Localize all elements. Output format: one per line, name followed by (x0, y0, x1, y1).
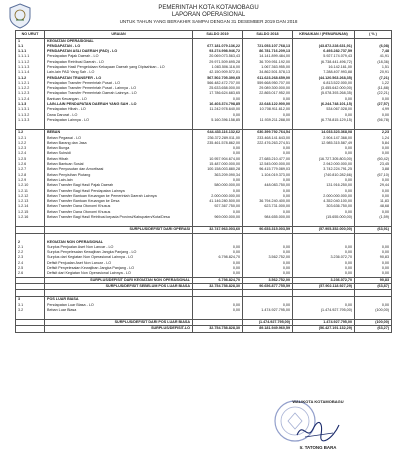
row-label: Surplus Penjualan Aset Non Lancar - LO (45, 245, 193, 250)
percent-cell: (7,21) (355, 76, 392, 81)
kenaikan-cell: (6.244.748.101,15) (293, 102, 355, 107)
row-label: Beban Lain-lain (45, 178, 193, 183)
saldo-2018-cell: 34.862.501.578,13 (243, 70, 293, 75)
saldo-2019-cell: 20.069.073.563,43 (193, 54, 243, 59)
signatory-title: WALIKOTA KOTAMOBAGU (292, 399, 344, 404)
col-header-saldo-2018: SALDO 2018 (243, 31, 293, 39)
percent-cell: 4,99 (355, 107, 392, 112)
saldo-2018-cell: 559.668.950.707,00 (243, 81, 293, 86)
saldo-2018-cell: 3.562.752,00 (243, 277, 293, 283)
row-number: 3.2 (16, 308, 45, 313)
saldo-2018-cell: 11.939.211.288,00 (243, 118, 293, 123)
row-label: Surplus Penyelesaian Kewajiban Jangka Panjang - LO (45, 250, 193, 255)
kenaikan-cell: (57.902.118.927,29) (293, 283, 355, 289)
percent-cell: 0,00 (355, 189, 392, 194)
saldo-2019-cell: 0,00 (193, 189, 243, 194)
row-number (16, 290, 45, 297)
row-label: Beban Penyusutan dan Amortisasi (45, 167, 193, 172)
kenaikan-cell: (16.727.305.803,00) (293, 157, 355, 162)
saldo-2018-cell: 14.141.899.484,00 (243, 54, 293, 59)
kenaikan-cell: 0,00 (293, 189, 355, 194)
saldo-2018-cell: 0,00 (243, 189, 293, 194)
row-number: 2.1 (16, 245, 45, 250)
row-label: Pendapatan Pajak Daerah - LO (45, 54, 193, 59)
percent-cell: 0,00 (355, 245, 392, 250)
saldo-2018-cell: 233.468.141.643,00 (243, 136, 293, 141)
saldo-2018-cell: 3.562.752,00 (243, 255, 293, 260)
row-label: Pendapatan Transfer Pemerintah Daerah Lainnya - LO (45, 91, 193, 96)
saldo-2019-cell: 100.158.003.880,28 (193, 167, 243, 172)
percent-cell: 0,00 (355, 97, 392, 102)
row-number: 1.1.3.3 (16, 118, 45, 123)
row-number: 1.2.10 (16, 183, 45, 188)
row-label: BEBAN (45, 130, 193, 136)
row-number: 1.1.3 (16, 102, 45, 107)
saldo-2019-cell: 0,00 (193, 210, 243, 215)
row-label: Beban Transfer Bantuan Keuangan ke Pemerintah Daerah Lainnya (45, 194, 193, 199)
kenaikan-cell (293, 290, 355, 297)
row-number: 1 (16, 38, 45, 44)
saldo-2018-cell: 721.053.107.768,13 (243, 44, 293, 49)
row-label: PENDAPATAN TRANSFER - LO (45, 76, 193, 81)
row-label: Beban Transfer Dana Otonomi Khusus (45, 204, 193, 209)
saldo-2018-cell: 90.656.877.755,59 (243, 283, 293, 289)
saldo-2018-cell: 89.181.949.960,59 (243, 326, 293, 332)
saldo-2019-cell: 969.000.000,00 (193, 215, 243, 220)
row-label: Beban Transfer Bagi Hasil Pajak Daerah (45, 183, 193, 188)
col-header-percent: ( % ) (355, 31, 392, 39)
percent-cell: 0,00 (355, 151, 392, 156)
row-number: 2.2 (16, 250, 45, 255)
row-number: 1.2.1 (16, 136, 45, 141)
kenaikan-cell: 2.904.147.368,00 (293, 136, 355, 141)
row-number: 1.1.1.1 (16, 54, 45, 59)
percent-cell: 0,00 (355, 210, 392, 215)
saldo-2018-cell: 22.648.122.900,00 (243, 102, 293, 107)
row-number: 1.1.3.1 (16, 107, 45, 112)
saldo-2019-cell: 0,00 (193, 303, 243, 308)
kenaikan-cell: 5.927.174.079,43 (293, 54, 355, 59)
saldo-2019-cell: 0,00 (193, 97, 243, 102)
percent-cell: 20,91 (355, 70, 392, 75)
row-label: SURPLUS/DEFISIT DARI KEGIATAN NON OPERASIONAL (45, 277, 193, 283)
saldo-2018-cell: 1.067.363.955,00 (243, 65, 293, 70)
row-number: 2.3 (16, 255, 45, 260)
row-label: Defisit dari Kegiatan Non Operasional Lainnya - LO (45, 271, 193, 277)
saldo-2018-cell: 984.655.000,00 (243, 215, 293, 220)
saldo-2019-cell: 0,00 (193, 308, 243, 313)
row-number: 2.6 (16, 271, 45, 277)
kenaikan-cell: (56.427.191.132,29) (293, 326, 355, 332)
kenaikan-cell: 3.236.072,70 (293, 277, 355, 283)
saldo-2019-cell: 677.181.079.136,22 (193, 44, 243, 49)
row-number: 1.1.2.1 (16, 81, 45, 86)
percent-cell: 0,00 (355, 271, 392, 277)
kenaikan-cell: 0,00 (293, 146, 355, 151)
percent-cell: 1,24 (355, 136, 392, 141)
kenaikan-cell: 7.288.407.993,88 (293, 70, 355, 75)
percent-cell: (67,10) (355, 173, 392, 178)
kenaikan-cell: (57.905.352.000,00) (293, 227, 355, 233)
row-number: 1.2.2 (16, 141, 45, 146)
kenaikan-cell: 6.493.282.737,59 (293, 49, 355, 54)
saldo-2019-cell: 11.242.978.640,00 (193, 107, 243, 112)
kenaikan-cell: 3.742.224.791,25 (293, 167, 355, 172)
saldo-2018-cell: 222.476.263.274,51 (243, 141, 293, 146)
saldo-2019-cell: 0,00 (193, 146, 243, 151)
signatory-name: Ir. TATONG BARA (299, 445, 337, 450)
saldo-2018-cell: 1.104.019.373,00 (243, 173, 293, 178)
saldo-2019-cell: 235.461.578.862,00 (193, 141, 243, 146)
saldo-2018-cell: 630.399.792.764,54 (243, 130, 293, 136)
percent-cell: (100,00) (355, 320, 392, 326)
saldo-2019-cell: 0,00 (193, 266, 243, 271)
saldo-2018-cell: 29.089.300.000,00 (243, 86, 293, 91)
saldo-2019-cell: 0,00 (193, 261, 243, 266)
kenaikan-cell: (43.872.228.631,91) (293, 44, 355, 49)
kenaikan-cell: 1.474.927.795,00 (293, 320, 355, 326)
col-header-kenaikan: KENAIKAN / (PENURUNAN) (293, 31, 355, 39)
saldo-2019-cell: 0,00 (193, 151, 243, 156)
row-number: 1.2 (16, 130, 45, 136)
kenaikan-cell: 4.352.040.100,00 (293, 199, 355, 204)
percent-cell: 5,84 (355, 141, 392, 146)
saldo-2019-cell: 32.747.963.003,60 (193, 227, 243, 233)
saldo-2018-cell: 90.653.315.003,59 (243, 227, 293, 233)
saldo-2019-cell: 25.633.658.000,00 (193, 86, 243, 91)
saldo-2018-cell: 0,00 (243, 261, 293, 266)
percent-cell: 48,68 (355, 204, 392, 209)
percent-cell: (11,88) (355, 86, 392, 91)
kenaikan-cell: 131.916.250,00 (293, 183, 355, 188)
percent-cell: 0,00 (355, 146, 392, 151)
saldo-2018-cell: 22.865.017.952,00 (243, 91, 293, 96)
report-title: LAPORAN OPERASIONAL (171, 12, 246, 18)
kenaikan-cell: 3.236.072,70 (293, 255, 355, 260)
signature-block (263, 399, 373, 450)
kenaikan-cell: 0,00 (293, 250, 355, 255)
row-label: Beban Transfer Bagi Hasil Retribusi kepada Provinsi/Kabupaten/Kota/Desa (45, 215, 193, 220)
kenaikan-cell: (1.474.927.795,00) (293, 308, 355, 313)
kenaikan-cell: 303.636.750,00 (293, 204, 355, 209)
table-header-row (16, 31, 392, 39)
row-number: 1.2.9 (16, 178, 45, 183)
kenaikan-cell: 12.985.315.587,49 (293, 141, 355, 146)
saldo-2019-cell: 32.754.758.828,30 (193, 283, 243, 289)
percent-cell: 0,00 (355, 113, 392, 118)
percent-cell: 90,83 (355, 255, 392, 260)
row-number: 1.2.7 (16, 167, 45, 172)
saldo-2019-cell: 0,00 (193, 178, 243, 183)
row-number: 1.1.2.2 (16, 86, 45, 91)
saldo-2018-cell: 623.731.000,00 (243, 204, 293, 209)
kenaikan-cell: (740.810.282,66) (293, 173, 355, 178)
saldo-2019-cell: 0,00 (193, 250, 243, 255)
kenaikan-cell: 2.000.000.000,00 (293, 194, 355, 199)
saldo-2018-cell: 0,00 (243, 303, 293, 308)
saldo-2019-cell: 0,00 (193, 245, 243, 250)
row-number: 1.2.15 (16, 210, 45, 215)
row-number: 1.1.2.3 (16, 91, 45, 96)
kenaikan-cell: 0,00 (293, 266, 355, 271)
report-period: UNTUK TAHUN YANG BERAKHIR SAMPAI DENGAN 31 DESEMBER 2019 DAN 2018 (119, 19, 298, 24)
row-number: 1.1.1.4 (16, 70, 45, 75)
kenaikan-cell: 534.067.028,00 (293, 107, 355, 112)
row-number: 3 (16, 297, 45, 303)
percent-cell: 29,44 (355, 183, 392, 188)
row-number: 1.2.13 (16, 199, 45, 204)
saldo-2018-cell: 27.685.210.477,00 (243, 157, 293, 162)
percent-cell: 2,23 (355, 130, 392, 136)
saldo-2019-cell: 567.502.705.390,65 (193, 76, 243, 81)
saldo-2019-cell: 5.160.396.158,85 (193, 118, 243, 123)
saldo-2018-cell: 0,00 (243, 266, 293, 271)
saldo-2018-cell: 0,00 (243, 271, 293, 277)
saldo-2019-cell: 0,00 (193, 271, 243, 277)
row-label: Dana Darurat - LO (45, 113, 193, 118)
percent-cell: 11,83 (355, 199, 392, 204)
row-label: KEGIATAN NON OPERASIONAL (45, 240, 193, 245)
saldo-2018-cell: 10.708.911.612,00 (243, 107, 293, 112)
row-label: SURPLUS/DEFISIT-LO (45, 326, 193, 332)
kenaikan-cell: (6.778.815.129,15) (293, 118, 355, 123)
saldo-2019-cell: 2.000.000.000,00 (193, 194, 243, 199)
row-label: Beban Penyisihan Piutang (45, 173, 193, 178)
government-name: PEMERINTAH KOTA KOTAMOBAGU (158, 5, 259, 11)
row-label: Pendapatan Hibah - LO (45, 107, 193, 112)
kenaikan-cell: 0,00 (293, 303, 355, 308)
kenaikan-cell: (3.455.642.000,00) (293, 86, 355, 91)
row-label: Beban Barang dan Jasa (45, 141, 193, 146)
row-number: 1.1.1.2 (16, 60, 45, 65)
row-label: Defisit Penyelesaian Kewajiban Jangka Panjang - LO (45, 266, 193, 271)
row-label: Beban Pegawai - LO (45, 136, 193, 141)
col-header-no: NO URUT (16, 31, 45, 39)
row-number: 1.2.8 (16, 173, 45, 178)
kenaikan-cell: 0,00 (293, 245, 355, 250)
row-number (16, 326, 45, 332)
percent-cell (355, 290, 392, 297)
saldo-2018-cell: 0,00 (243, 194, 293, 199)
col-header-uraian: URAIAN (45, 31, 193, 39)
row-number: 1.2.12 (16, 194, 45, 199)
saldo-2018-cell: (1.474.927.795,00) (243, 320, 293, 326)
row-label: Beban Bantuan Sosial (45, 162, 193, 167)
saldo-2018-cell: 86.781.716.209,13 (243, 49, 293, 54)
saldo-2019-cell: 41.146.280.500,00 (193, 199, 243, 204)
row-number: 1.2.3 (16, 146, 45, 151)
kenaikan-cell: 14.033.323.368,08 (293, 130, 355, 136)
col-header-saldo-2019: SALDO 2019 (193, 31, 243, 39)
saldo-2018-cell: 96.415.779.089,03 (243, 167, 293, 172)
percent-cell: 1,51 (355, 65, 392, 70)
percent-cell: 0,00 (355, 261, 392, 266)
row-number: 1.2.5 (16, 157, 45, 162)
percent-cell: (63,91) (355, 227, 392, 233)
row-number: 1.1 (16, 44, 45, 49)
percent-cell: 41,91 (355, 54, 392, 59)
row-label: LAIN-LAIN PENDAPATAN DAERAH YANG SAH - LO (45, 102, 193, 107)
kenaikan-cell: 0,00 (293, 178, 355, 183)
saldo-2019-cell: 363.209.090,34 (193, 173, 243, 178)
saldo-2019-cell: 93.274.998.946,72 (193, 49, 243, 54)
row-label: Pendapatan Retribusi Daerah - LO (45, 60, 193, 65)
kenaikan-cell: 0,00 (293, 151, 355, 156)
kenaikan-cell: 2.942.000.000,00 (293, 162, 355, 167)
row-label: Beban Transfer Dana Otonomi Khusus (45, 210, 193, 215)
saldo-2018-cell: 0,00 (243, 250, 293, 255)
row-label: Beban Hibah (45, 157, 193, 162)
kenaikan-cell: 16.142.161,00 (293, 65, 355, 70)
kenaikan-cell: 0,00 (293, 271, 355, 277)
saldo-2018-cell: 0,00 (243, 245, 293, 250)
row-label: Pendapatan Transfer Pemerintah Pusat - Lainnya - LO (45, 86, 193, 91)
saldo-2019-cell: 16.403.374.798,85 (193, 102, 243, 107)
row-number: 1.1.2 (16, 76, 45, 81)
row-number: 1.2.4 (16, 151, 45, 156)
row-label (45, 290, 193, 297)
percent-cell: (22,21) (355, 91, 392, 96)
row-label: Pendapatan Luar Biasa - LO (45, 303, 193, 308)
row-label: SURPLUS/DEFISIT SEBELUM POS LUAR BIASA (45, 283, 193, 289)
saldo-2019-cell: 6.798.824,70 (193, 277, 243, 283)
saldo-2019-cell: 0,00 (193, 113, 243, 118)
kenaikan-cell: (44.120.563.268,35) (293, 76, 355, 81)
row-label: Beban Transfer Bagi Hasil Pendapatan Lainnya (45, 189, 193, 194)
kenaikan-cell: 6.813.522.000,00 (293, 81, 355, 86)
saldo-2018-cell: 1.474.927.795,00 (243, 308, 293, 313)
saldo-2019-cell: 17.786.624.683,65 (193, 91, 243, 96)
saldo-2018-cell: 448.083.750,00 (243, 183, 293, 188)
kenaikan-cell: 0,00 (293, 97, 355, 102)
saldo-2019-cell: 580.000.000,00 (193, 183, 243, 188)
table-row (16, 290, 392, 297)
row-number: 2 (16, 240, 45, 245)
kenaikan-cell: 0,00 (293, 210, 355, 215)
saldo-2019-cell: 29.971.509.695,28 (193, 60, 243, 65)
saldo-2019-cell: 42.150.909.572,01 (193, 70, 243, 75)
saldo-2019-cell: 644.433.116.132,62 (193, 130, 243, 136)
row-label: Beban Subsidi (45, 151, 193, 156)
row-number: 3.1 (16, 303, 45, 308)
row-label: Bantuan Keuangan - LO (45, 97, 193, 102)
row-label: POS LUAR BIASA (45, 297, 193, 303)
saldo-2018-cell: 36.794.240.400,00 (243, 199, 293, 204)
percent-cell: (56,78) (355, 118, 392, 123)
row-label: Pendapatan Hasil Pengelolaan Kekayaan Daerah yang Dipisahkan - LO (45, 65, 193, 70)
saldo-2019-cell: 236.372.289.011,00 (193, 136, 243, 141)
saldo-2018-cell: 0,00 (243, 97, 293, 102)
percent-cell: (1,59) (355, 215, 392, 220)
row-number: 2.4 (16, 261, 45, 266)
row-number: 1.2.6 (16, 162, 45, 167)
saldo-2018-cell: 0,00 (243, 151, 293, 156)
row-label: Beban Luar Biasa (45, 308, 193, 313)
percent-cell: (18,36) (355, 60, 392, 65)
row-label: Surplus dari Kegiatan Non Operasional Lainnya - LO (45, 255, 193, 260)
percent-cell: 0,00 (355, 303, 392, 308)
row-label: PENDAPATAN - LO (45, 44, 193, 49)
kenaikan-cell: (6.738.441.496,72) (293, 60, 355, 65)
kenaikan-cell: (5.078.393.268,35) (293, 91, 355, 96)
row-label: Beban Transfer Bantuan Keuangan ke Desa (45, 199, 193, 204)
row-number: 1.1.3.2 (16, 113, 45, 118)
percent-cell: (6,08) (355, 44, 392, 49)
kenaikan-cell: 0,00 (293, 261, 355, 266)
percent-cell: 90,83 (355, 277, 392, 283)
percent-cell: 0,00 (355, 250, 392, 255)
saldo-2018-cell: 0,00 (243, 210, 293, 215)
row-label: Pendapatan Transfer Pemerintah Pusat - LO (45, 81, 193, 86)
saldo-2019-cell: 32.754.758.828,30 (193, 326, 243, 332)
percent-cell: 7,48 (355, 49, 392, 54)
saldo-2018-cell: 36.709.951.192,00 (243, 60, 293, 65)
percent-cell: 1,22 (355, 81, 392, 86)
row-label: KEGIATAN OPERASIONAL (45, 38, 193, 44)
saldo-2019-cell: 6.798.824,70 (193, 255, 243, 260)
saldo-2018-cell: 12.545.000.000,00 (243, 162, 293, 167)
row-label: SURPLUS/DEFISIT DARI OPERASI (45, 227, 193, 233)
row-label: Beban Bunga (45, 146, 193, 151)
percent-cell: (60,42) (355, 157, 392, 162)
row-label: SURPLUS/DEFISIT DARI POS LUAR BIASA (45, 320, 193, 326)
row-number: 1.2.16 (16, 215, 45, 220)
saldo-2019-cell: 15.487.000.000,00 (193, 162, 243, 167)
saldo-2018-cell: 0,00 (243, 113, 293, 118)
row-number: 2.5 (16, 266, 45, 271)
percent-cell: 0,00 (355, 266, 392, 271)
percent-cell: 0,00 (355, 178, 392, 183)
saldo-2019-cell: 10.957.904.674,00 (193, 157, 243, 162)
row-label: Defisit Penjualan Aset Non Lancar - LO (45, 261, 193, 266)
percent-cell: 23,45 (355, 162, 392, 167)
saldo-2018-cell: 0,00 (243, 146, 293, 151)
row-label: Lain-lain PAD Yang Sah - LO (45, 70, 193, 75)
saldo-2019-cell: 927.367.750,00 (193, 204, 243, 209)
saldo-2018-cell (243, 290, 293, 297)
row-label: PENDAPATAN ASLI DAERAH (PAD) - LO (45, 49, 193, 54)
row-number: 1.2.14 (16, 204, 45, 209)
row-label: Pendapatan Lainnya - LO (45, 118, 193, 123)
kenaikan-cell: (15.655.000,00) (293, 215, 355, 220)
saldo-2019-cell: 566.482.472.707,00 (193, 81, 243, 86)
saldo-2019-cell (193, 290, 243, 297)
row-number: 1.1.1 (16, 49, 45, 54)
table-row (16, 326, 392, 332)
percent-cell: (27,57) (355, 102, 392, 107)
percent-cell: 0,00 (355, 194, 392, 199)
operational-report-table (15, 30, 391, 333)
percent-cell: 3,88 (355, 167, 392, 172)
kenaikan-cell: 0,00 (293, 113, 355, 118)
row-number: 1.1.1.3 (16, 65, 45, 70)
handwritten-signature (293, 419, 343, 443)
percent-cell: (100,00) (355, 308, 392, 313)
saldo-2018-cell: 0,00 (243, 178, 293, 183)
saldo-2018-cell: 611.623.268.659,00 (243, 76, 293, 81)
row-number: 1.1.2.4 (16, 97, 45, 102)
percent-cell: (63,27) (355, 326, 392, 332)
saldo-2019-cell: 1.083.506.116,00 (193, 65, 243, 70)
percent-cell: (63,87) (355, 283, 392, 289)
row-number: 1.2.11 (16, 189, 45, 194)
